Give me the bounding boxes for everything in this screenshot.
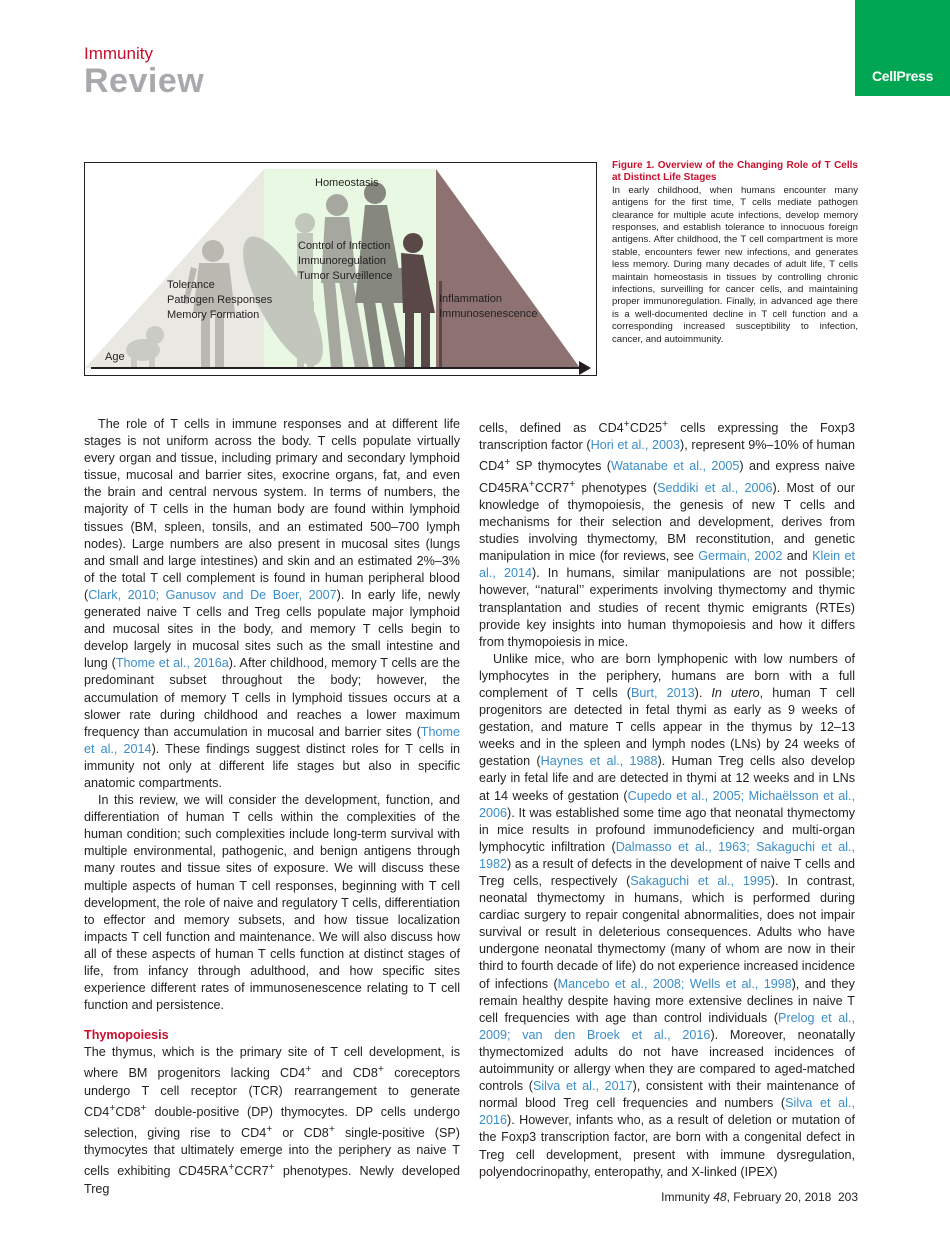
label-inflammation: Inflammation xyxy=(439,293,502,305)
publisher-badge xyxy=(855,0,950,96)
childhood-triangle xyxy=(85,169,264,368)
label-control-of-infection: Control of Infection xyxy=(298,240,391,252)
citation-link[interactable]: Clark, 2010; Ganusov and De Boer, 2007 xyxy=(88,587,337,602)
label-memory-formation: Memory Formation xyxy=(167,309,260,321)
publisher-logo: CellPress xyxy=(871,68,934,84)
text: CCR7 xyxy=(534,480,570,495)
label-tumor-surveillence: Tumor Surveillence xyxy=(298,270,393,282)
citation-link[interactable]: Haynes et al., 1988 xyxy=(540,754,658,769)
citation-link[interactable]: Burt, 2013 xyxy=(630,685,695,700)
text: ) as a result of defects in the development of naive T cells and Treg cells, respectively ( xyxy=(479,856,855,888)
superscript: + xyxy=(109,1101,116,1114)
text: cells, defined as CD4 xyxy=(479,421,624,436)
footer-journal: Immunity xyxy=(661,1190,710,1204)
text: The role of T cells in immune responses and at different life stages is not uniform across the body. T cells populate virtually every organ and tissue, including primary and secondary lymphoid tissue, mucosal and barrier sites, exocrine organs, fat, and even the brain and central nervous system. In terms of numbers, the majority of T cells in the human body are found within lymphoid tissues (BM, spleen, tonsils, and an estimated 500–700 lymph nodes). Large numbers are also present in mucosal sites (lungs and small and large intestines) and skin and an estimated 2%–3% of the total T cell complement is found in human peripheral blood ( xyxy=(84,417,460,602)
text: ). In humans, similar manipulations are not possible; however, ‘‘natural’’ experiments involving thymectomy and thymic transplantation and studies of recent thymic emigrants (RTEs) provide key insights into human thymopoiesis and how it differs from thymopoiesis in mice. xyxy=(479,566,855,649)
aging-triangle xyxy=(436,169,580,368)
figure-caption xyxy=(612,160,858,346)
text: coreceptors undergo T cell receptor (TCR) rearrangement to generate CD4 xyxy=(84,1066,461,1119)
citation-link[interactable]: Prelog et al., 2009; van den Broek et al., 2016 xyxy=(479,1010,855,1042)
text: phenotypes ( xyxy=(575,480,658,495)
italic-text: In utero xyxy=(711,685,760,700)
text: ). Human Treg cells also develop early in fetal life and are detected in thymi at 12 weeks and in LNs at 14 weeks of gestation ( xyxy=(479,754,855,803)
paragraph xyxy=(84,416,460,792)
citation-link[interactable]: Sakaguchi et al., 1995 xyxy=(630,874,771,888)
paragraph xyxy=(84,1044,460,1198)
text: cells expressing the Foxp3 transcription factor ( xyxy=(479,421,855,453)
citation-link[interactable]: Thome et al., 2014 xyxy=(84,724,460,756)
citation-link[interactable]: Silva et al., 2017 xyxy=(532,1079,633,1094)
paragraph: In this review, we will consider the development, function, and differentiation of human T cells within the complexities of the human condition; such complexities include long-term survival with multiple environmental, pathogenic, and benign antigens through many routes and tissue sites of exposure. We will discuss these multiple aspects of human T cell responses, beginning with T cell development, the role of naive and regulatory T cells, differentiation to effector and memory subsets, and how tissue localization impacts T cell function and maintenance. We will also discuss how all of these aspects of human T cells function at distinct stages of life, from infancy through adulthood, and how specific sites experience different rates of immunosenescence relating to T cell function and persistence. xyxy=(84,793,460,1013)
text: Unlike mice, who are born lymphopenic with low numbers of lymphocytes in the periphery, humans are born with a full complement of T cells ( xyxy=(479,651,855,700)
citation-link[interactable]: Watanabe et al., 2005 xyxy=(610,459,740,474)
citation-link[interactable]: Hori et al., 2003 xyxy=(590,438,681,453)
citation-link[interactable]: Cupedo et al., 2005; Michaëlsson et al., 2006 xyxy=(479,788,856,820)
text: ), represent 9%–10% of human CD4 xyxy=(479,438,855,474)
text: ). Moreover, neonatally thymectomized adults do not have increased incidences of autoimmunity or allergy when they are compared to aged-matched controls ( xyxy=(479,1027,856,1094)
figure-illustration xyxy=(85,163,597,376)
text: CCR7 xyxy=(234,1164,269,1179)
label-homeostasis: Homeostasis xyxy=(315,177,379,189)
text: ). Most of our knowledge of thymopoiesis, the genesis of new T cells and mechanisms for their selection and development, derives from studies involving thymectomy, BM reconstitution, and genetic manipulation in mice (for reviews, see xyxy=(479,480,855,564)
text: CD25 xyxy=(629,421,663,436)
superscript: + xyxy=(623,418,630,430)
page-number: 203 xyxy=(837,1190,858,1204)
superscript: + xyxy=(528,477,535,490)
text: CD8 xyxy=(115,1104,141,1119)
superscript: + xyxy=(377,1063,385,1076)
text: The thymus, which is the primary site of T cell development, is where BM progenitors lacking CD4 xyxy=(84,1045,460,1081)
citation-link[interactable]: Mancebo et al., 2008; Wells et al., 1998 xyxy=(557,976,792,991)
superscript: + xyxy=(266,1123,273,1136)
text: ), and they remain healthy despite having more extensive declines in naive T cell frequencies with age than control individuals ( xyxy=(479,976,855,1025)
text: ). After childhood, memory T cells are the predominant subset throughout the body; however, the accumulation of memory T cells in lymphoid tissues occurs at a slower rate during childhood and reaches a lower maximum frequency than accumulation in mucosal and barrier sites ( xyxy=(84,656,460,739)
footer-volume: 48 xyxy=(713,1190,727,1204)
text: ) and express naive CD45RA xyxy=(479,459,855,495)
text: single-positive (SP) thymocytes that ultimately emerge into the periphery as naive T cells exhibiting CD45RA xyxy=(84,1126,460,1179)
citation-link[interactable]: Seddiki et al., 2006 xyxy=(657,480,773,495)
caption-body: In early childhood, when humans encounter many antigens for the first time, T cells mediate pathogen clearance for multiple acute infections, develop memory responses, and establish tolerance to innocuous foreign antigens. After childhood, the T cell compartment is more stable, encounters fewer new infections, and generates less memory. During many decades of adult life, T cells maintain homeostasis in tissues by controlling chronic infections, surveilling for cancer cells, and maintaining proper immunoregulation. Finally, in advanced age there is a well-documented decline in T cell function and a corresponding increased susceptibility to infection, cancer, and autoimmunity. xyxy=(612,184,858,345)
label-immunosenescence: Immunosenescence xyxy=(439,308,538,320)
text: double-positive (DP) thymocytes. DP cells undergo selection, giving rise to CD4 xyxy=(84,1104,460,1141)
text: ). xyxy=(694,685,712,700)
superscript: + xyxy=(662,418,669,430)
citation-link[interactable]: Silva et al., 2016 xyxy=(479,1096,855,1128)
label-age: Age xyxy=(105,351,125,363)
figure-1 xyxy=(84,162,597,376)
text: , human T cell progenitors are detected in fetal thymi as early as 9 weeks of gestation, and mature T cells appear in the thymus by 12–13 weeks and in the spleen and lymph nodes (LNs) by 24 weeks of gestation ( xyxy=(479,685,855,769)
text: ). These findings suggest distinct roles for T cells in immunity not only at different life stages but also in specific anatomic compartments. xyxy=(84,741,460,790)
label-pathogen-responses: Pathogen Responses xyxy=(167,294,273,306)
caption-title: Figure 1. Overview of the Changing Role of T Cells at Distinct Life Stages xyxy=(612,160,858,184)
journal-name: Immunity xyxy=(84,44,153,63)
citation-link[interactable]: Thome et al., 2016a xyxy=(115,656,229,671)
text: ). In early life, newly generated naive T cells and Treg cells populate major lymphoid and mucosal sites in the body, and memory T cells begin to develop largely in mucosal sites such as the small intestine and lung ( xyxy=(84,587,460,671)
citation-link[interactable]: Klein et al., 2014 xyxy=(479,549,855,581)
column-left xyxy=(84,416,460,1198)
text: and xyxy=(782,549,813,564)
column-right xyxy=(479,416,855,1181)
superscript: + xyxy=(305,1063,312,1076)
text: SP thymocytes ( xyxy=(510,459,611,474)
section-heading: Thymopoiesis xyxy=(84,1028,169,1043)
page-footer xyxy=(661,1190,858,1204)
text: phenotypes. Newly developed Treg xyxy=(84,1164,460,1196)
paragraph xyxy=(479,651,855,1181)
paragraph xyxy=(479,416,855,651)
text: and CD8 xyxy=(311,1066,378,1081)
superscript: + xyxy=(228,1161,235,1174)
superscript: + xyxy=(569,477,576,490)
superscript: + xyxy=(328,1123,335,1136)
text: ). In contrast, neonatal thymectomy in humans, which is performed during cardiac surgery to repair congenital abnormalities, does not impair survival or result in deleterious consequences. Adults who have undergone neonatal thymectomy (many of whom are now in their third to fourth decade of life) do not experience increased incidence of infections ( xyxy=(479,874,855,991)
citation-link[interactable]: Germain, 2002 xyxy=(698,549,783,564)
text: ). However, infants who, as a result of deletion or mutation of the Foxp3 transcription factor, are born with a congenital defect in Treg cell development, present with immune dysregulation, polyendocrinopathy, enteropathy, and X-linked (IPEX) xyxy=(479,1113,855,1179)
footer-date: , February 20, 2018 xyxy=(726,1190,832,1204)
text: ). It was established some time ago that neonatal thymectomy in mice results in profound immunodeficiency and multi-organ lymphocytic infiltration ( xyxy=(479,805,855,854)
age-axis-arrowhead xyxy=(579,361,591,375)
text: ), consistent with their maintenance of normal blood Treg cell frequencies and numbers ( xyxy=(479,1079,855,1111)
text: or CD8 xyxy=(272,1126,329,1141)
superscript: + xyxy=(504,456,511,469)
section-title: Review xyxy=(84,62,205,100)
superscript: + xyxy=(268,1161,275,1174)
label-immunoregulation: Immunoregulation xyxy=(298,255,387,267)
superscript: + xyxy=(140,1101,147,1114)
label-tolerance: Tolerance xyxy=(167,279,215,291)
citation-link[interactable]: Dalmasso et al., 1963; Sakaguchi et al., 1982 xyxy=(479,839,855,871)
